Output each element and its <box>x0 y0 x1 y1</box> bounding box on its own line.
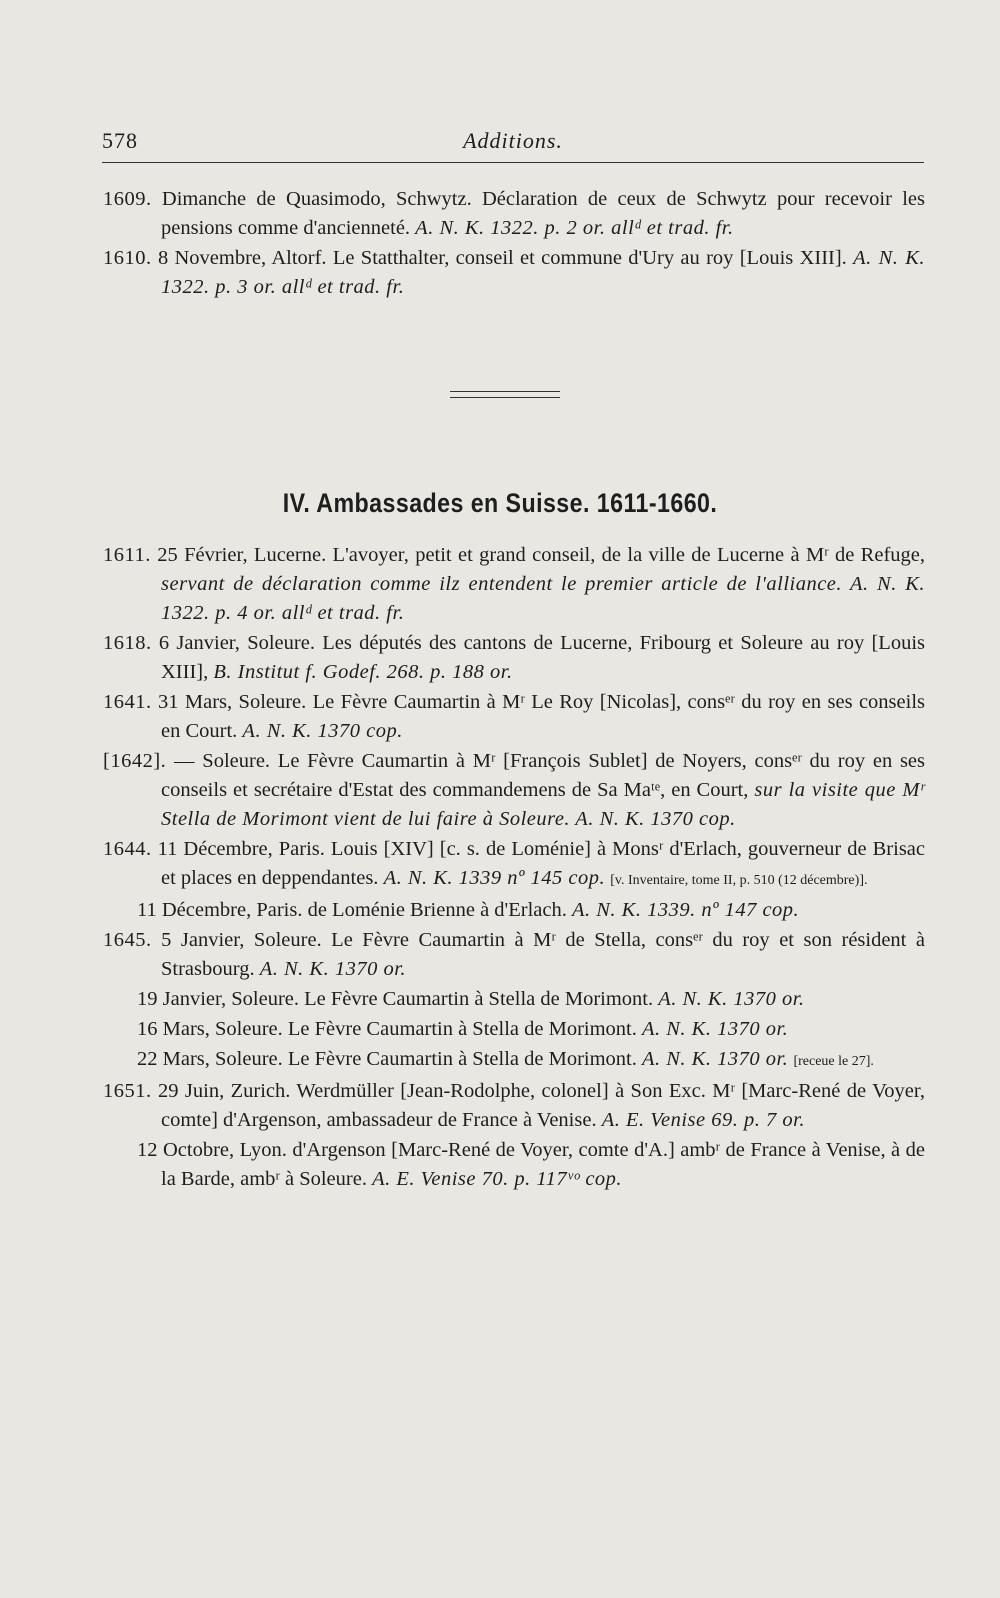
entry-1645-jan-19 <box>103 985 925 1014</box>
entry-ref: A. N. K. 1370 cop. <box>242 720 403 742</box>
entry-ref: A. N. K. 1370 or. <box>641 1018 789 1040</box>
entry-text: 31 Mars, Soleure. Le Fèvre Caumartin à Mʳ Le Roy [Nicolas], consᵉʳ du roy en ses conseils en Court. <box>158 691 926 742</box>
entry-text: 11 Décembre, Paris. de Loménie Brienne à d'Erlach. <box>137 899 567 921</box>
entry-note: [receue le 27]. <box>793 1054 874 1069</box>
entry-ref: A. N. K. 1370 or. <box>658 988 805 1010</box>
entry-year: 1609. <box>103 188 152 210</box>
entry-text: 12 Octobre, Lyon. d'Argenson [Marc-René de Voyer, comte d'A.] ambʳ de France à Venise, à de la Barde, ambʳ à Soleure. <box>137 1139 925 1190</box>
entry-text: 5 Janvier, Soleure. Le Fèvre Caumartin à Mʳ de Stella, consᵉʳ du roy et son résident à Strasbourg. <box>161 929 925 980</box>
section-divider <box>450 391 560 398</box>
entry-1645-mar-22 <box>103 1045 925 1076</box>
entry-year: 1610. <box>103 247 152 269</box>
entry-text: — Soleure. Le Fèvre Caumartin à Mʳ [François Sublet] de Noyers, consᵉʳ du roy en ses conseils et secrétaire d'Estat des commandemens de Sa Maᵗᵉ, en Court, <box>161 750 926 801</box>
entry-ref: A. N. K. 1322. p. 3 or. allᵈ et trad. fr. <box>161 247 925 298</box>
entry-1609 <box>103 185 925 243</box>
entry-year: [1642]. <box>103 750 167 772</box>
entry-ref: A. E. Venise 70. p. 117ᵛᵒ cop. <box>372 1168 623 1190</box>
entry-text: 22 Mars, Soleure. Le Fèvre Caumartin à Stella de Morimont. <box>137 1048 637 1070</box>
entries-block-main <box>103 541 925 1194</box>
entry-1651 <box>103 1077 925 1135</box>
entry-1644 <box>103 835 925 895</box>
entry-year: 1645. <box>103 929 152 951</box>
entry-1642 <box>103 747 925 834</box>
entry-year: 1644. <box>103 838 152 860</box>
page-number: 578 <box>102 128 138 153</box>
entry-ref: A. N. K. 1339 nº 145 cop. <box>383 867 606 889</box>
entry-1611 <box>103 541 925 628</box>
entry-year: 1611. <box>103 544 151 566</box>
entry-ref: A. N. K. 1370 or. <box>259 958 407 980</box>
running-title: Additions. <box>463 128 563 153</box>
entry-text: 25 Février, Lucerne. L'avoyer, petit et grand conseil, de la ville de Lucerne à Mʳ de Refuge, <box>157 544 925 566</box>
entry-year: 1641. <box>103 691 152 713</box>
entry-text: 16 Mars, Soleure. Le Fèvre Caumartin à Stella de Morimont. <box>137 1018 637 1040</box>
entry-1610 <box>103 244 925 302</box>
entry-text: 29 Juin, Zurich. Werdmüller [Jean-Rodolphe, colonel] à Son Exc. Mʳ [Marc-René de Voyer, comte] d'Argenson, ambassadeur de France à Venise. <box>158 1080 926 1131</box>
entry-note: [v. Inventaire, tome II, p. 510 (12 décembre)]. <box>610 873 868 888</box>
header-rule <box>102 162 924 163</box>
entry-ref: sur la visite que Mʳ Stella de Morimont vient de lui faire à Soleure. A. N. K. 1370 cop. <box>161 779 925 830</box>
entries-block-top <box>103 185 925 302</box>
entry-text: 11 Décembre, Paris. Louis [XIV] [c. s. de Loménie] à Monsʳ d'Erlach, gouverneur de Brisac et places en deppendantes. <box>157 838 926 889</box>
entry-1618 <box>103 629 925 687</box>
entry-ref: A. N. K. 1370 or. <box>641 1048 789 1070</box>
entry-text: 8 Novembre, Altorf. Le Statthalter, conseil et commune d'Ury au roy [Louis XIII]. <box>157 247 847 269</box>
entry-text: 19 Janvier, Soleure. Le Fèvre Caumartin à Stella de Morimont. <box>137 988 654 1010</box>
entry-1644-dec-11 <box>103 896 925 925</box>
entry-year: 1651. <box>103 1080 152 1102</box>
entry-ref: servant de déclaration comme ilz entendent le premier article de l'alliance. A. N. K. 1322. p. 4 or. allᵈ et trad. fr. <box>161 573 925 624</box>
entry-text: Dimanche de Quasimodo, Schwytz. Déclaration de ceux de Schwytz pour recevoir les pensions comme d'ancienneté. <box>161 188 925 239</box>
running-head <box>102 126 924 156</box>
entry-1641 <box>103 688 925 746</box>
entry-1645-mar-16 <box>103 1015 925 1044</box>
entry-ref: B. Institut f. Godef. 268. p. 188 or. <box>213 661 513 683</box>
entry-1645 <box>103 926 925 984</box>
entry-text: 6 Janvier, Soleure. Les députés des cantons de Lucerne, Fribourg et Soleure au roy [Louis XIII], <box>158 632 926 683</box>
entry-ref: A. E. Venise 69. p. 7 or. <box>601 1109 805 1131</box>
section-heading: IV. Ambassades en Suisse. 1611-1660. <box>282 488 718 518</box>
entry-ref: A. N. K. 1322. p. 2 or. allᵈ et trad. fr. <box>415 217 734 239</box>
entry-year: 1618. <box>103 632 152 654</box>
entry-ref: A. N. K. 1339. nº 147 cop. <box>571 899 800 921</box>
entry-1651-oct-12 <box>103 1136 925 1194</box>
